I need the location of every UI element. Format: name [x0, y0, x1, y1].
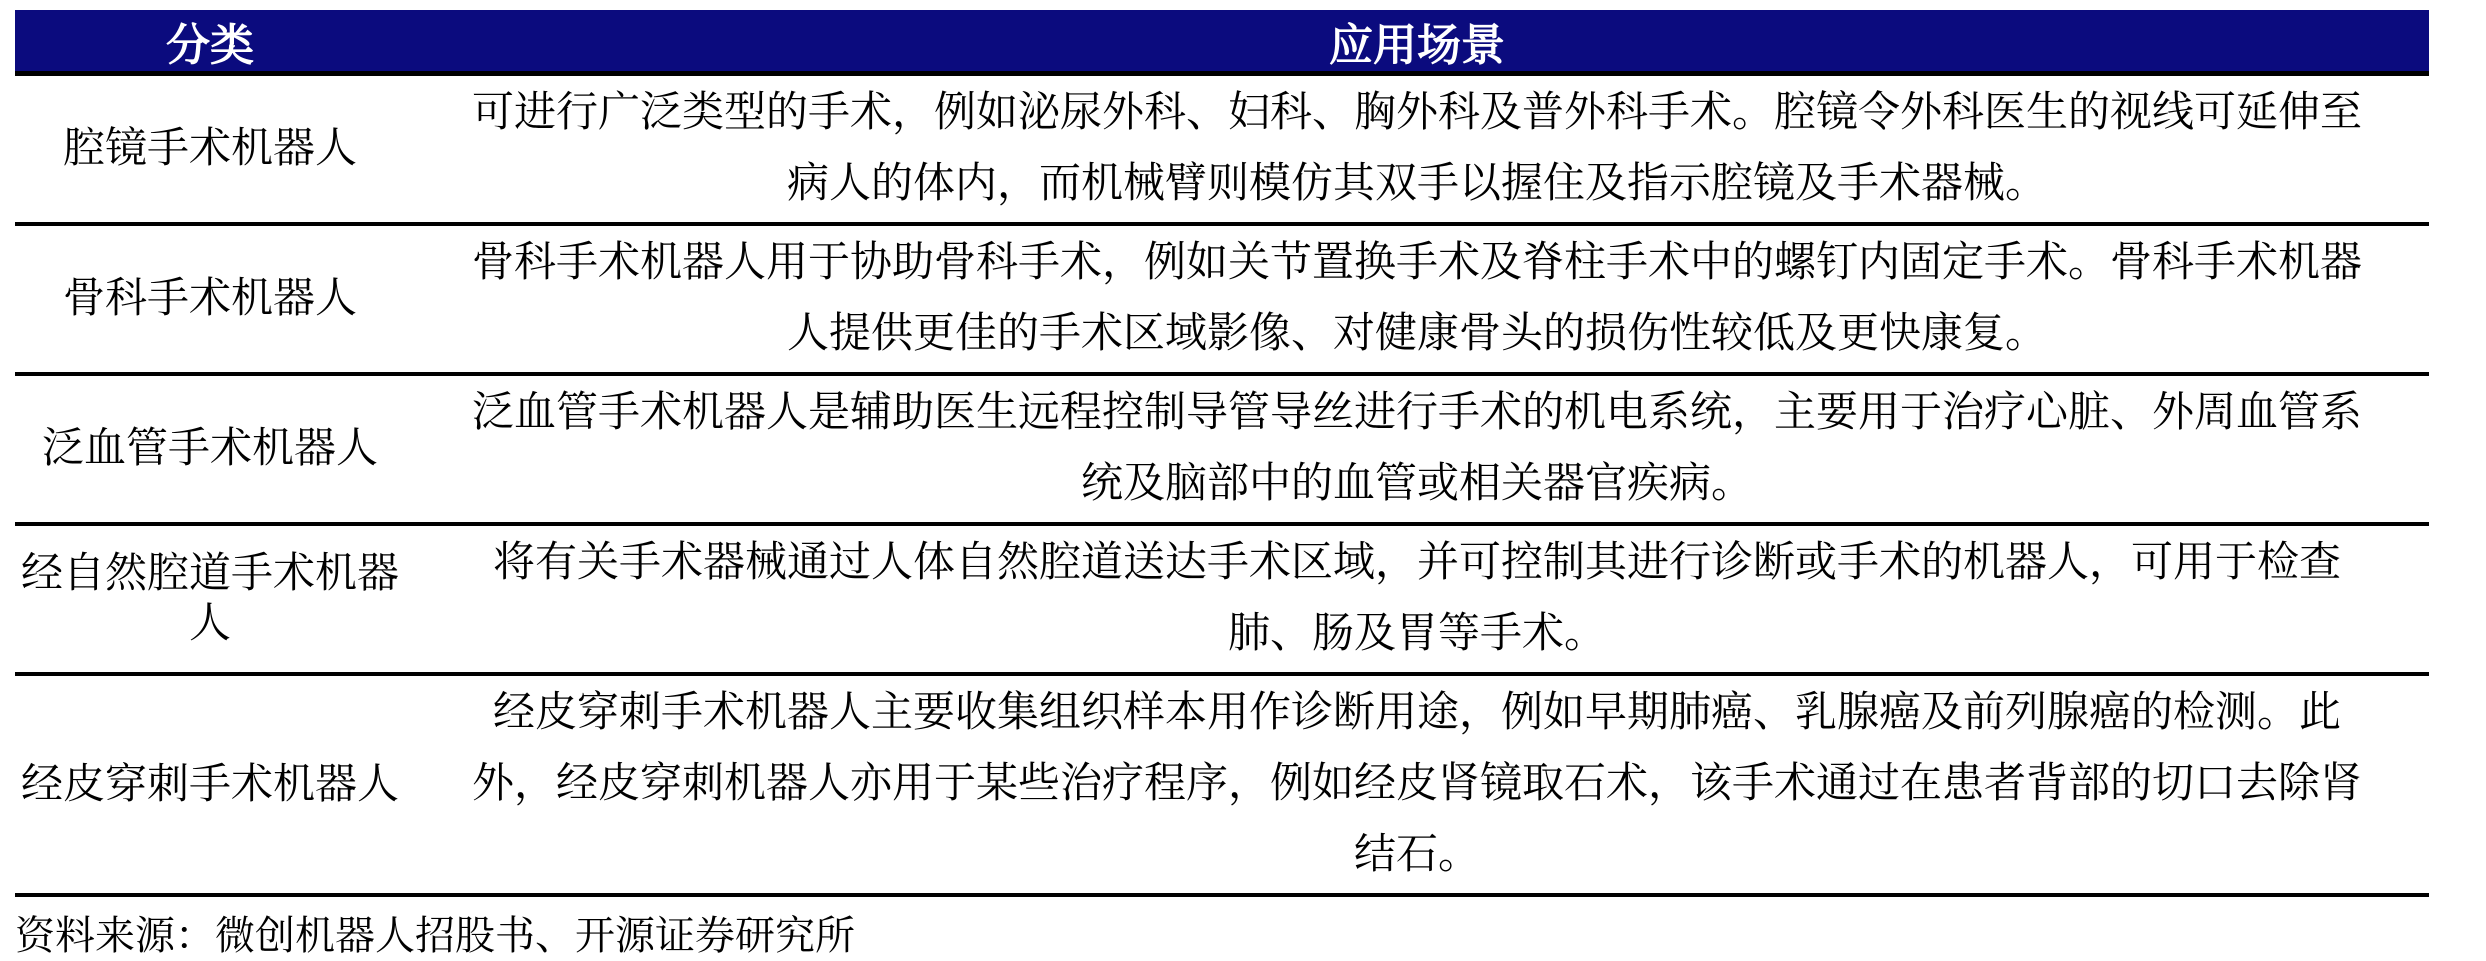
scenario-cell: [405, 78, 2429, 220]
scenario-cell: [405, 228, 2429, 370]
category-cell: 腔镜手术机器人: [62, 126, 357, 172]
scenario-cell: [405, 528, 2429, 670]
scenario-line: 病人的体内，而机械臂则模仿其双手以握住及指示腔镜及手术器械。: [786, 161, 2047, 207]
header-cell-category: 分类: [166, 20, 254, 70]
category-cell: 泛血管手术机器人: [41, 426, 378, 472]
table-row: [15, 376, 2429, 526]
scenario-line: 结石。: [1353, 832, 1480, 878]
table-row: [15, 526, 2429, 676]
table-row: [15, 226, 2429, 376]
scenario-line: 可进行广泛类型的手术，例如泌尿外科、妇科、胸外科及普外科手术。腔镜令外科医生的视线可延伸至: [471, 90, 2362, 136]
scenario-line: 外，经皮穿刺机器人亦用于某些治疗程序，例如经皮肾镜取石术，该手术通过在患者背部的切口去除肾: [471, 761, 2362, 807]
scenario-line: 人提供更佳的手术区域影像、对健康骨头的损伤性较低及更快康复。: [786, 311, 2047, 357]
scenario-line: 经皮穿刺手术机器人主要收集组织样本用作诊断用途，例如早期肺癌、乳腺癌及前列腺癌的检测。此: [492, 690, 2341, 736]
table-row: [15, 76, 2429, 226]
table-header-row: [15, 10, 2429, 76]
scenario-cell: [405, 678, 2429, 891]
scenario-line: 统及脑部中的血管或相关器官疾病。: [1080, 461, 1753, 507]
scenario-line: 肺、肠及胃等手术。: [1227, 611, 1606, 657]
scenario-line: 骨科手术机器人用于协助骨科手术，例如关节置换手术及脊柱手术中的螺钉内固定手术。骨科手术机器: [471, 240, 2362, 286]
category-cell: 骨科手术机器人: [62, 276, 357, 322]
header-cell-scenario: 应用场景: [1329, 20, 1505, 70]
surgical-robot-table: [15, 10, 2429, 961]
scenario-cell: [405, 378, 2429, 520]
scenario-line: 泛血管手术机器人是辅助医生远程控制导管导丝进行手术的机电系统，主要用于治疗心脏、外周血管系: [471, 390, 2362, 436]
category-cell: 经自然腔道手术机器人: [20, 551, 399, 647]
source-note: 资料来源：微创机器人招股书、开源证券研究所: [15, 913, 855, 958]
scenario-line: 将有关手术器械通过人体自然腔道送达手术区域，并可控制其进行诊断或手术的机器人，可用于检查: [492, 540, 2341, 586]
table-row: [15, 676, 2429, 897]
category-cell: 经皮穿刺手术机器人: [20, 761, 399, 808]
